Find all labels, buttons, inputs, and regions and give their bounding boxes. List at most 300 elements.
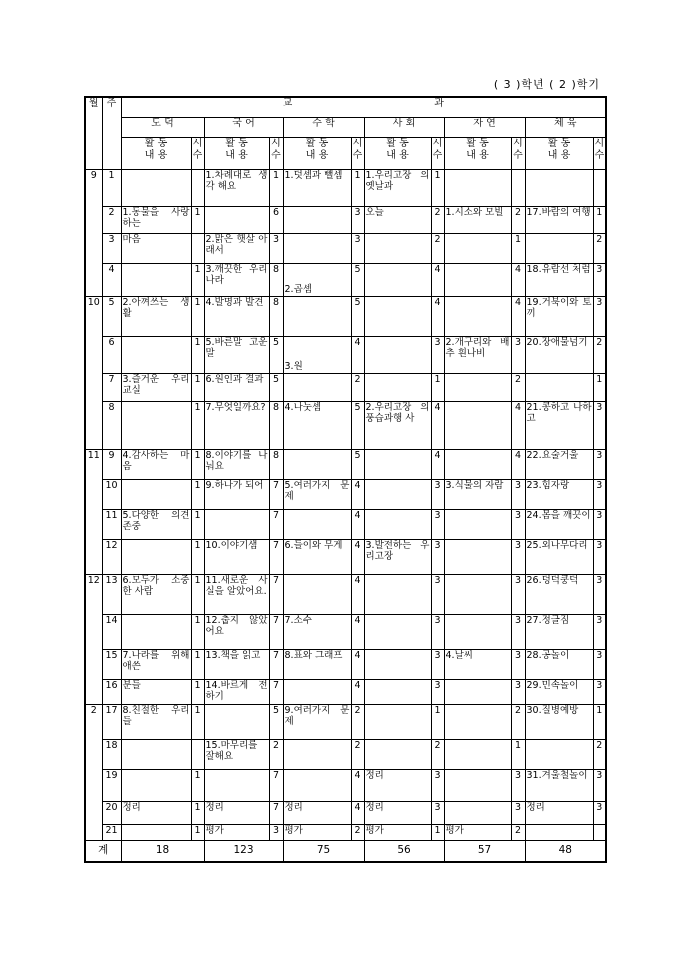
week-column-header: 주 xyxy=(102,97,121,169)
activity-cell: 8.이야기를 나눠요 xyxy=(204,449,269,479)
activity-cell: 정리 xyxy=(121,801,191,824)
activity-cell: 30.질병예방 xyxy=(525,704,593,739)
activity-cell: 분들 xyxy=(121,679,191,704)
hours-cell xyxy=(593,169,606,206)
activity-cell xyxy=(444,401,511,449)
activity-cell: 정리 xyxy=(364,769,431,801)
hours-cell: 2 xyxy=(511,824,525,840)
hours-cell: 4 xyxy=(351,614,364,649)
activity-cell xyxy=(444,539,511,574)
hours-cell: 2 xyxy=(351,704,364,739)
activity-cell xyxy=(364,739,431,769)
activity-cell: 7.나라를 위해애쓴 xyxy=(121,649,191,679)
hours-cell: 5 xyxy=(351,263,364,296)
activity-header-cell: 활 동 내 용 xyxy=(204,137,269,169)
activity-header-cell: 활 동 내 용 xyxy=(444,137,511,169)
activity-cell xyxy=(283,449,351,479)
activity-cell: 6.원인과 결과 xyxy=(204,373,269,401)
hours-cell: 1 xyxy=(191,509,204,539)
hours-cell: 8 xyxy=(269,401,283,449)
activity-cell: 26.덩덕쿵덕 xyxy=(525,574,593,614)
hours-cell: 3 xyxy=(269,824,283,840)
week-cell: 1 xyxy=(102,169,121,206)
activity-cell: 5.바른말 고운말 xyxy=(204,336,269,373)
total-value-cell: 75 xyxy=(283,840,364,862)
activity-cell: 정리 xyxy=(364,801,431,824)
total-value-cell: 48 xyxy=(525,840,606,862)
hours-cell: 4 xyxy=(351,801,364,824)
hours-header-cell: 시 수 xyxy=(511,137,525,169)
hours-cell: 1 xyxy=(191,679,204,704)
hours-cell: 2 xyxy=(351,739,364,769)
month-cell: 12 xyxy=(85,574,102,704)
activity-cell: 평가 xyxy=(364,824,431,840)
hours-cell: 3 xyxy=(431,801,444,824)
activity-cell xyxy=(364,704,431,739)
activity-cell: 평가 xyxy=(283,824,351,840)
hours-cell: 3 xyxy=(351,233,364,263)
week-cell: 11 xyxy=(102,509,121,539)
activity-cell xyxy=(364,614,431,649)
activity-cell xyxy=(364,336,431,373)
activity-cell xyxy=(121,739,191,769)
activity-cell: 평가 xyxy=(204,824,269,840)
activity-cell xyxy=(121,336,191,373)
hours-cell: 1 xyxy=(191,206,204,233)
activity-cell: 25.외나무다리 xyxy=(525,539,593,574)
week-cell: 12 xyxy=(102,539,121,574)
week-cell: 18 xyxy=(102,739,121,769)
hours-cell: 2 xyxy=(511,206,525,233)
hours-cell: 3 xyxy=(511,479,525,509)
hours-cell: 3 xyxy=(511,539,525,574)
hours-cell: 5 xyxy=(351,449,364,479)
hours-cell: 3 xyxy=(593,679,606,704)
total-value-cell: 123 xyxy=(204,840,283,862)
hours-header-cell: 시 수 xyxy=(593,137,606,169)
hours-cell: 1 xyxy=(191,263,204,296)
activity-cell: 18.유람선 처럼 xyxy=(525,263,593,296)
activity-cell xyxy=(364,679,431,704)
activity-cell xyxy=(444,704,511,739)
activity-cell xyxy=(204,769,269,801)
activity-cell: 1.동물을 사랑하는 xyxy=(121,206,191,233)
hours-cell: 1 xyxy=(431,169,444,206)
activity-cell xyxy=(525,373,593,401)
hours-cell: 4 xyxy=(351,769,364,801)
hours-cell: 1 xyxy=(431,824,444,840)
hours-cell: 3 xyxy=(431,614,444,649)
activity-cell xyxy=(444,263,511,296)
activity-cell: 11.새로운 사실을 알았어요. xyxy=(204,574,269,614)
hours-cell: 1 xyxy=(191,449,204,479)
hours-cell: 2 xyxy=(431,206,444,233)
activity-cell xyxy=(283,296,351,336)
activity-cell: 4.나눗셈 xyxy=(283,401,351,449)
hours-cell: 3 xyxy=(511,509,525,539)
hours-cell: 3 xyxy=(593,649,606,679)
hours-cell: 3 xyxy=(593,479,606,509)
activity-cell: 12.춥지 않았어요 xyxy=(204,614,269,649)
activity-cell xyxy=(364,574,431,614)
week-cell: 20 xyxy=(102,801,121,824)
hours-cell: 3 xyxy=(593,614,606,649)
activity-cell: 평가 xyxy=(444,824,511,840)
week-cell: 5 xyxy=(102,296,121,336)
activity-cell xyxy=(444,233,511,263)
activity-cell xyxy=(121,401,191,449)
activity-cell: 6.모두가 소중한 사람 xyxy=(121,574,191,614)
hours-cell xyxy=(593,824,606,840)
week-cell: 2 xyxy=(102,206,121,233)
hours-cell: 5 xyxy=(269,704,283,739)
activity-cell xyxy=(283,233,351,263)
activity-cell xyxy=(364,233,431,263)
activity-cell xyxy=(364,373,431,401)
hours-cell: 1 xyxy=(431,704,444,739)
hours-cell: 2 xyxy=(269,739,283,769)
hours-cell: 8 xyxy=(269,296,283,336)
hours-cell: 1 xyxy=(191,704,204,739)
hours-cell: 1 xyxy=(191,479,204,509)
hours-cell: 3 xyxy=(511,679,525,704)
activity-cell: 23.힘자랑 xyxy=(525,479,593,509)
hours-cell: 4 xyxy=(351,336,364,373)
hours-cell: 3 xyxy=(593,801,606,824)
hours-cell: 3 xyxy=(431,769,444,801)
subject-group-header: 교 과 xyxy=(121,97,606,117)
hours-cell: 3 xyxy=(511,614,525,649)
activity-cell xyxy=(283,574,351,614)
hours-cell: 1 xyxy=(191,539,204,574)
hours-cell: 7 xyxy=(269,679,283,704)
activity-cell xyxy=(364,296,431,336)
hours-cell: 3 xyxy=(593,401,606,449)
activity-cell: 7.무엇일까요? xyxy=(204,401,269,449)
hours-cell: 7 xyxy=(269,614,283,649)
hours-header-cell: 시 수 xyxy=(351,137,364,169)
activity-cell: 29.민속놀이 xyxy=(525,679,593,704)
activity-cell: 27.정글짐 xyxy=(525,614,593,649)
hours-cell: 3 xyxy=(431,574,444,614)
total-value-cell: 57 xyxy=(444,840,525,862)
activity-header-cell: 활 동 내 용 xyxy=(283,137,351,169)
hours-cell: 5 xyxy=(351,296,364,336)
activity-cell xyxy=(121,539,191,574)
hours-cell: 3 xyxy=(511,801,525,824)
hours-header-cell: 시 수 xyxy=(269,137,283,169)
hours-cell xyxy=(191,233,204,263)
hours-cell: 2 xyxy=(511,373,525,401)
hours-cell: 2 xyxy=(431,739,444,769)
hours-cell: 7 xyxy=(269,574,283,614)
subject-header-cell: 국 어 xyxy=(204,117,283,137)
hours-cell: 2 xyxy=(593,336,606,373)
activity-cell: 1.덧셈과 뺄셈 xyxy=(283,169,351,206)
activity-cell: 정리 xyxy=(204,801,269,824)
activity-cell xyxy=(204,704,269,739)
hours-header-cell: 시 수 xyxy=(191,137,204,169)
hours-cell xyxy=(511,169,525,206)
activity-cell xyxy=(525,233,593,263)
activity-cell xyxy=(283,206,351,233)
hours-cell: 4 xyxy=(351,509,364,539)
total-value-cell: 18 xyxy=(121,840,204,862)
hours-cell: 4 xyxy=(351,574,364,614)
hours-cell: 1 xyxy=(269,169,283,206)
hours-cell: 2 xyxy=(511,704,525,739)
hours-cell: 4 xyxy=(511,401,525,449)
activity-cell: 2.곱셈 xyxy=(283,263,351,296)
month-cell: 9 xyxy=(85,169,102,296)
activity-cell: 2.맑은 햇살 아래서 xyxy=(204,233,269,263)
hours-cell: 1 xyxy=(351,169,364,206)
activity-cell: 정리 xyxy=(525,801,593,824)
hours-cell: 4 xyxy=(431,263,444,296)
activity-cell: 1.우리고장 의옛날과 xyxy=(364,169,431,206)
week-cell: 14 xyxy=(102,614,121,649)
activity-cell: 9.하나가 되어 xyxy=(204,479,269,509)
activity-cell: 3.깨끗한 우리나라 xyxy=(204,263,269,296)
hours-cell: 1 xyxy=(191,574,204,614)
hours-cell: 1 xyxy=(593,704,606,739)
activity-header-cell: 활 동 내 용 xyxy=(121,137,191,169)
curriculum-table-grid xyxy=(84,96,607,863)
activity-header-cell: 활 동 내 용 xyxy=(364,137,431,169)
hours-cell: 7 xyxy=(269,479,283,509)
hours-cell: 4 xyxy=(511,449,525,479)
hours-cell: 3 xyxy=(431,336,444,373)
week-cell: 8 xyxy=(102,401,121,449)
week-cell: 10 xyxy=(102,479,121,509)
hours-cell: 1 xyxy=(431,373,444,401)
hours-cell: 3 xyxy=(511,649,525,679)
week-cell: 9 xyxy=(102,449,121,479)
activity-cell: 3.원 xyxy=(283,336,351,373)
activity-cell: 14.바르게 전하기 xyxy=(205,679,268,703)
activity-cell xyxy=(444,509,511,539)
activity-cell xyxy=(364,449,431,479)
activity-cell: 10.이야기샘 xyxy=(204,539,269,574)
hours-header-cell: 시 수 xyxy=(431,137,444,169)
hours-cell: 4 xyxy=(351,679,364,704)
hours-cell: 3 xyxy=(593,263,606,296)
activity-cell: 20.장애물넘기 xyxy=(525,336,593,373)
activity-cell xyxy=(444,739,511,769)
activity-cell xyxy=(364,649,431,679)
hours-cell: 3 xyxy=(511,769,525,801)
hours-cell: 4 xyxy=(511,263,525,296)
activity-cell: 1.시소와 모빌 xyxy=(444,206,511,233)
hours-cell: 1 xyxy=(191,296,204,336)
hours-cell: 1 xyxy=(511,233,525,263)
activity-cell xyxy=(444,296,511,336)
hours-cell: 5 xyxy=(351,401,364,449)
activity-cell: 2.개구리와 배추 흰나비 xyxy=(444,336,511,373)
hours-cell: 2 xyxy=(351,824,364,840)
activity-cell: 4.날씨 xyxy=(444,649,511,679)
hours-cell: 7 xyxy=(269,801,283,824)
subject-header-cell: 수 학 xyxy=(283,117,364,137)
activity-cell xyxy=(283,509,351,539)
activity-cell xyxy=(283,679,351,704)
activity-cell xyxy=(444,769,511,801)
activity-cell xyxy=(444,679,511,704)
activity-cell xyxy=(283,739,351,769)
activity-cell: 8.표와 그래프 xyxy=(283,649,351,679)
activity-cell xyxy=(525,169,593,206)
hours-cell: 1 xyxy=(191,769,204,801)
activity-cell xyxy=(121,479,191,509)
hours-cell: 3 xyxy=(593,509,606,539)
hours-cell: 1 xyxy=(593,206,606,233)
activity-cell: 2.아껴쓰는 생활 xyxy=(121,296,191,336)
activity-cell: 5.다양한 의견존중 xyxy=(121,509,191,539)
hours-cell: 4 xyxy=(431,449,444,479)
week-cell: 4 xyxy=(102,263,121,296)
hours-cell: 7 xyxy=(269,649,283,679)
week-cell: 17 xyxy=(102,704,121,739)
activity-cell: 5.여러가지 문제 xyxy=(283,479,351,509)
hours-cell: 4 xyxy=(351,479,364,509)
activity-cell xyxy=(204,509,269,539)
hours-cell: 3 xyxy=(511,336,525,373)
activity-cell: 3.식물의 자람 xyxy=(444,479,511,509)
hours-cell: 3 xyxy=(593,574,606,614)
week-cell: 16 xyxy=(102,679,121,704)
activity-cell: 9.여러가지 문제 xyxy=(283,704,351,739)
activity-cell: 7.소수 xyxy=(283,614,351,649)
subject-header-cell: 도 덕 xyxy=(121,117,204,137)
activity-cell: 3.발전하는 우리고장 xyxy=(364,539,431,574)
week-cell: 15 xyxy=(102,649,121,679)
hours-cell: 7 xyxy=(269,769,283,801)
month-cell: 2 xyxy=(85,704,102,840)
subject-header-cell: 자 연 xyxy=(444,117,525,137)
week-cell: 19 xyxy=(102,769,121,801)
activity-cell: 24.몸을 깨끗이 xyxy=(525,509,593,539)
hours-cell: 5 xyxy=(269,373,283,401)
hours-cell: 3 xyxy=(431,679,444,704)
hours-cell: 1 xyxy=(593,373,606,401)
activity-cell: 15.마무리를 잘해요 xyxy=(204,739,269,769)
activity-cell: 오늘 xyxy=(364,206,431,233)
hours-cell: 4 xyxy=(431,296,444,336)
week-cell: 6 xyxy=(102,336,121,373)
activity-cell: 마음 xyxy=(121,233,191,263)
activity-cell: 22.요술거울 xyxy=(525,449,593,479)
activity-cell xyxy=(444,169,511,206)
month-column-header: 월 xyxy=(85,97,102,169)
activity-cell: 2.우리고장 의 풍습과행 사 xyxy=(364,401,431,449)
activity-cell: 21.콩하고 나하고 xyxy=(525,401,593,449)
activity-cell: 28.공놀이 xyxy=(525,649,593,679)
hours-cell: 2 xyxy=(431,233,444,263)
hours-cell: 1 xyxy=(191,401,204,449)
hours-cell: 1 xyxy=(191,801,204,824)
hours-cell: 4 xyxy=(351,649,364,679)
hours-cell: 2 xyxy=(593,233,606,263)
activity-header-cell: 활 동 내 용 xyxy=(525,137,593,169)
hours-cell: 1 xyxy=(191,614,204,649)
activity-cell xyxy=(121,824,191,840)
activity-cell xyxy=(444,373,511,401)
total-label-cell: 계 xyxy=(85,840,121,862)
subject-header-cell: 사 회 xyxy=(364,117,444,137)
hours-cell: 3 xyxy=(431,479,444,509)
activity-cell xyxy=(121,169,191,206)
activity-cell: 6.들이와 무게 xyxy=(283,539,351,574)
hours-cell: 3 xyxy=(593,769,606,801)
hours-cell: 4 xyxy=(431,401,444,449)
activity-cell xyxy=(364,509,431,539)
hours-cell: 1 xyxy=(191,824,204,840)
hours-cell: 3 xyxy=(511,574,525,614)
curriculum-table xyxy=(84,96,607,863)
month-cell: 11 xyxy=(85,449,102,574)
activity-cell xyxy=(283,373,351,401)
activity-cell: 19.거북이와 토끼 xyxy=(525,296,593,336)
activity-cell xyxy=(525,739,593,769)
hours-cell: 3 xyxy=(351,206,364,233)
activity-cell: 13.책을 읽고 xyxy=(204,649,269,679)
hours-cell xyxy=(191,739,204,769)
hours-cell: 1 xyxy=(191,649,204,679)
hours-cell xyxy=(191,169,204,206)
week-cell: 21 xyxy=(102,824,121,840)
hours-cell: 2 xyxy=(593,739,606,769)
activity-cell: 8.친절한 우리들 xyxy=(121,704,191,739)
hours-cell: 1 xyxy=(191,373,204,401)
hours-cell: 3 xyxy=(593,296,606,336)
total-value-cell: 56 xyxy=(364,840,444,862)
hours-cell: 1 xyxy=(191,336,204,373)
hours-cell: 2 xyxy=(351,373,364,401)
activity-cell: 정리 xyxy=(283,801,351,824)
hours-cell: 6 xyxy=(269,206,283,233)
activity-cell xyxy=(444,574,511,614)
activity-cell: 4.감사하는 마음 xyxy=(121,449,191,479)
activity-cell: 4.발명과 발견 xyxy=(204,296,269,336)
week-cell: 13 xyxy=(102,574,121,614)
activity-cell xyxy=(121,769,191,801)
hours-cell: 8 xyxy=(269,449,283,479)
week-cell: 3 xyxy=(102,233,121,263)
page-title: ( 3 )학년 ( 2 )학기 xyxy=(493,78,600,91)
hours-cell: 3 xyxy=(593,449,606,479)
hours-cell: 3 xyxy=(431,539,444,574)
activity-cell xyxy=(525,824,593,840)
hours-cell: 3 xyxy=(431,649,444,679)
activity-cell: 17.바람의 여행 xyxy=(525,206,593,233)
activity-cell xyxy=(204,206,269,233)
activity-cell: 31.겨울철놀이 xyxy=(525,769,593,801)
hours-cell: 7 xyxy=(269,509,283,539)
activity-cell xyxy=(283,769,351,801)
hours-cell: 3 xyxy=(593,539,606,574)
hours-cell: 3 xyxy=(269,233,283,263)
activity-cell xyxy=(121,614,191,649)
hours-cell: 5 xyxy=(269,336,283,373)
activity-cell: 3.즐거운 우리교실 xyxy=(121,373,191,401)
activity-cell xyxy=(364,479,431,509)
activity-cell xyxy=(121,263,191,296)
activity-cell xyxy=(364,263,431,296)
activity-cell: 1.차례대로 생각 해요 xyxy=(204,169,269,206)
hours-cell: 4 xyxy=(511,296,525,336)
week-cell: 7 xyxy=(102,373,121,401)
month-cell: 10 xyxy=(85,296,102,449)
